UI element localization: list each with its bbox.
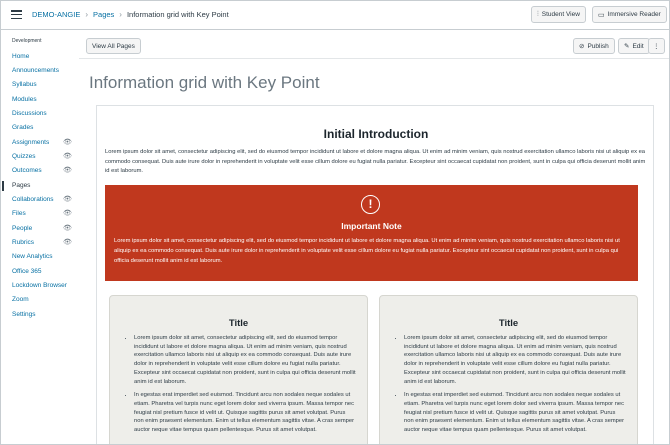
publish-button[interactable] (573, 38, 615, 54)
list-item: • In egestas erat imperdiet sed euismod. Tincidunt arcu non sodales neque sodales ut etiam. Pharetra vel turpis nunc eget lorem dolor sed viverra ipsum. Massa tempor nec feugiat nisl pretium fusce id velit ut. Quisque sagittis purus sit amet volutpat. Purus non enim praesent elementum. Enim ut tellus elementum sagittis vitae. A cras semper auctor neque vitae tempus quam pellentesque. Purus sit amet volutpat. (404, 391, 626, 435)
sidebar-item-outcomes[interactable]: Outcomes (12, 167, 42, 174)
pencil-icon: ✎ (624, 43, 630, 50)
sidebar-item-syllabus[interactable]: Syllabus (12, 81, 37, 88)
hidden-eye-icon: 👁 (63, 139, 72, 146)
hidden-eye-icon: 👁 (63, 196, 72, 203)
student-view-button[interactable] (531, 6, 586, 23)
breadcrumb-pages-link[interactable]: Pages (93, 10, 115, 19)
breadcrumb-course-link[interactable]: DEMO-ANGIE (32, 10, 81, 19)
edit-label: Edit (632, 42, 644, 50)
intro-heading: Initial Introduction (323, 127, 429, 141)
important-note-box (105, 185, 638, 281)
sidebar-item-new-analytics[interactable]: New Analytics (12, 253, 53, 260)
card-list (134, 334, 356, 440)
card-list (404, 334, 626, 440)
sidebar-item-rubrics[interactable]: Rubrics (12, 239, 35, 246)
publish-icon: ⊘ (579, 43, 585, 50)
student-view-icon: ⫶ (537, 10, 539, 18)
sidebar-item-pages[interactable]: Pages (12, 182, 31, 189)
list-item: • Lorem ipsum dolor sit amet, consectetur adipiscing elit, sed do eiusmod tempor incididunt ut labore et dolore magna aliqua. Ut enim ad minim veniam, quis nostrud exercitation ullamco laboris nisi ut aliquip ex ea commodo consequat. Duis aute irure dolor in reprehenderit in voluptate velit esse cillum dolore eu fugiat nulla pariatur. Excepteur sint occaecat cupidatat non proident, sunt in culpa qui officia deserunt mollit anim id est laborum. (404, 334, 626, 386)
global-header (1, 1, 670, 30)
page-title: Information grid with Key Point (89, 73, 320, 92)
sidebar-item-discussions[interactable]: Discussions (12, 110, 47, 117)
edit-button[interactable] (618, 38, 650, 54)
breadcrumb-current: Information grid with Key Point (126, 10, 229, 19)
list-item: • In egestas erat imperdiet sed euismod. Tincidunt arcu non sodales neque sodales ut etiam. Pharetra vel turpis nunc eget lorem dolor sed viverra ipsum. Massa tempor nec feugiat nisl pretium fusce id velit ut. Quisque sagittis purus sit amet volutpat. Purus non enim praesent elementum. Enim ut tellus elementum sagittis vitae. A cras semper auctor neque vitae tempus quam pellentesque. Purus sit amet volutpat. (134, 391, 356, 435)
course-navigation (1, 30, 79, 445)
breadcrumb-separator-icon: › (119, 10, 122, 19)
sidebar-item-announcements[interactable]: Announcements (12, 67, 59, 74)
course-label: Development (12, 38, 42, 44)
sidebar-item-quizzes[interactable]: Quizzes (12, 153, 36, 160)
immersive-reader-label: Immersive Reader (607, 11, 661, 18)
card-title: Title (498, 318, 519, 329)
sidebar-item-collaborations[interactable]: Collaborations (12, 196, 54, 203)
sidebar-item-home[interactable]: Home (12, 53, 30, 60)
alert-icon: ! (361, 195, 380, 214)
card-title: Title (228, 318, 249, 329)
hidden-eye-icon: 👁 (63, 210, 72, 217)
sidebar-item-files[interactable]: Files (12, 210, 26, 217)
info-card (109, 295, 368, 445)
sidebar-item-zoom[interactable]: Zoom (12, 296, 29, 303)
page-body (96, 105, 654, 445)
publish-label: Publish (587, 42, 609, 50)
sidebar-item-people[interactable]: People (12, 225, 33, 232)
note-text: Lorem ipsum dolor sit amet, consectetur adipiscing elit, sed do eiusmod tempor incididunt ut labore et dolore magna aliqua. Ut enim ad minim veniam, quis nostrud exercitation ullamco laboris nisi ut aliquip ex ea commodo consequat. Duis aute irure dolor in reprehenderit in voluptate velit esse cillum dolore eu fugiat nulla pariatur. Excepteur sint occaecat cupidatat non proident, sunt in culpa qui officia deserunt mollit anim id est laborum. (114, 238, 620, 264)
more-options-button[interactable]: ⋮ (648, 38, 665, 54)
view-all-pages-button[interactable]: View All Pages (86, 38, 141, 54)
hidden-eye-icon: 👁 (63, 153, 72, 160)
student-view-label: Student View (541, 11, 580, 18)
sidebar-item-office-365[interactable]: Office 365 (12, 268, 42, 275)
page-toolbar (79, 30, 670, 59)
hidden-eye-icon: 👁 (63, 239, 72, 246)
hidden-eye-icon: 👁 (63, 167, 72, 174)
sidebar-item-grades[interactable]: Grades (12, 124, 34, 131)
sidebar-item-settings[interactable]: Settings (12, 311, 36, 318)
info-card (379, 295, 638, 445)
intro-text: Lorem ipsum dolor sit amet, consectetur adipiscing elit, sed do eiusmod tempor incididunt ut labore et dolore magna aliqua. Ut enim ad minim veniam, quis nostrud exercitation ullamco laboris nisi ut aliquip ex ea commodo consequat. Duis aute irure dolor in reprehenderit in voluptate velit esse cillum dolore eu fugiat nulla pariatur. Excepteur sint occaecat cupidatat non proident, sunt in culpa qui officia deserunt mollit anim id est laborum. (105, 149, 646, 174)
immersive-reader-button[interactable] (592, 6, 667, 23)
immersive-reader-icon: ▭ (598, 11, 605, 19)
sidebar-item-modules[interactable]: Modules (12, 96, 37, 103)
hidden-eye-icon: 👁 (63, 225, 72, 232)
sidebar-item-lockdown-browser[interactable]: Lockdown Browser (12, 282, 67, 289)
hamburger-menu-icon[interactable] (11, 10, 22, 19)
sidebar-item-assignments[interactable]: Assignments (12, 139, 50, 146)
main-content (79, 30, 670, 445)
breadcrumb (32, 10, 229, 19)
list-item: • Lorem ipsum dolor sit amet, consectetur adipiscing elit, sed do eiusmod tempor incididunt ut labore et dolore magna aliqua. Ut enim ad minim veniam, quis nostrud exercitation ullamco laboris nisi ut aliquip ex ea commodo consequat. Duis aute irure dolor in reprehenderit in voluptate velit esse cillum dolore eu fugiat nulla pariatur. Excepteur sint occaecat cupidatat non proident, sunt in culpa qui officia deserunt mollit anim id est laborum. (134, 334, 356, 386)
note-heading: Important Note (341, 221, 402, 231)
breadcrumb-separator-icon: › (85, 10, 89, 19)
